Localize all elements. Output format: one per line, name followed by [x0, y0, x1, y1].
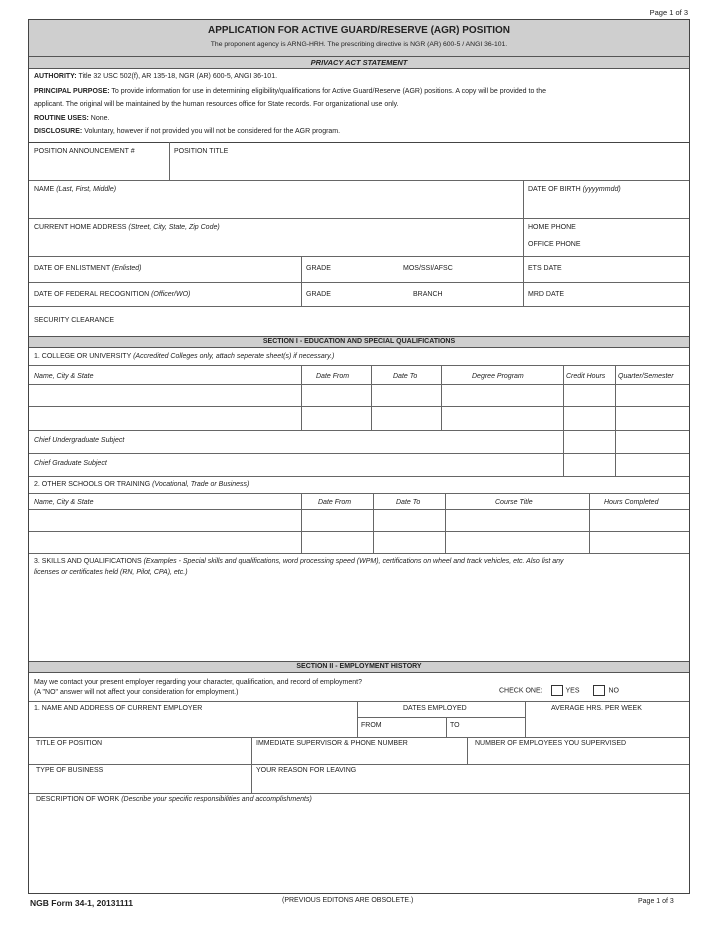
other-col-name: Name, City & State [34, 499, 94, 506]
contact-question: May we contact your present employer regarding your character, qualification, and record of employment? [34, 679, 363, 686]
description-hint: (Describe your specific responsibilities and accomplishments) [121, 796, 312, 803]
form-id: NGB Form 34-1, 20131111 [30, 898, 134, 908]
federal-recognition-field[interactable] [34, 291, 190, 298]
disclosure-line [34, 128, 340, 135]
name-label: NAME [34, 186, 55, 193]
college-label: 1. COLLEGE OR UNIVERSITY [34, 353, 132, 360]
college-col-name: Name, City & State [34, 373, 94, 380]
college-col-date-to: Date To [393, 373, 418, 380]
mos-field[interactable]: MOS/SSI/AFSC [403, 265, 453, 272]
check-one-label: CHECK ONE: [499, 687, 543, 695]
check-one-group [499, 685, 619, 696]
other-hint: (Vocational, Trade or Business) [152, 481, 250, 488]
grad-subject-field[interactable]: Chief Graduate Subject [34, 460, 107, 467]
other-col-date-to: Date To [396, 499, 421, 506]
position-title-field[interactable]: POSITION TITLE [174, 148, 229, 155]
avg-hours-field[interactable]: AVERAGE HRS. PER WEEK [551, 705, 642, 712]
contact-note: (A "NO" answer will not affect your consideration for employment.) [34, 689, 239, 696]
other-schools-heading [34, 481, 249, 488]
supervisor-field[interactable]: IMMEDIATE SUPERVISOR & PHONE NUMBER [256, 740, 408, 747]
enlistment-hint: (Enlisted) [111, 265, 142, 272]
purpose-line [34, 88, 546, 95]
page-number-bottom: Page 1 of 3 [638, 898, 674, 905]
routine-text: None. [90, 115, 110, 122]
college-row-2[interactable] [29, 407, 689, 429]
college-col-quarter: Quarter/Semester [618, 373, 674, 380]
disclosure-text: Voluntary, however if not provided you will not be considered for the AGR program. [84, 128, 341, 135]
reason-for-leaving-field[interactable]: YOUR REASON FOR LEAVING [256, 767, 357, 774]
other-col-hours: Hours Completed [604, 499, 659, 506]
dob-label: DATE OF BIRTH [528, 186, 581, 193]
undergrad-subject-field[interactable]: Chief Undergraduate Subject [34, 437, 125, 444]
disclosure-label: DISCLOSURE: [34, 128, 83, 135]
privacy-act-heading: PRIVACY ACT STATEMENT [29, 56, 689, 69]
college-heading [34, 353, 334, 360]
college-row-1[interactable] [29, 385, 689, 406]
routine-label: ROUTINE USES: [34, 115, 89, 122]
purpose-text-2: applicant. The original will be maintained by the human resources office for State records. For organizational use only. [34, 101, 399, 108]
college-col-credit-hours: Credit Hours [566, 373, 606, 380]
home-phone-field[interactable]: HOME PHONE [528, 224, 576, 231]
skills-hint-2: licenses or certificates held (RN, Pilot, CPA), etc.) [34, 569, 188, 576]
form-subtitle: The proponent agency is ARNG-HRH. The prescribing directive is NGR (AR) 600-5 / ANGI 36-101. [210, 41, 508, 48]
page-number-top: Page 1 of 3 [649, 8, 688, 17]
office-phone-field[interactable]: OFFICE PHONE [528, 241, 581, 248]
other-row-2[interactable] [29, 532, 689, 553]
address-hint: (Street, City, State, Zip Code) [128, 224, 220, 231]
num-employees-field[interactable]: NUMBER OF EMPLOYEES YOU SUPERVISED [475, 740, 627, 747]
description-label: DESCRIPTION OF WORK [36, 796, 120, 803]
to-field[interactable]: TO [450, 722, 460, 729]
skills-label: 3. SKILLS AND QUALIFICATIONS [34, 558, 142, 565]
branch-field[interactable]: BRANCH [413, 291, 443, 298]
other-row-1[interactable] [29, 510, 689, 531]
description-textarea[interactable] [29, 808, 689, 892]
skills-heading [34, 558, 564, 565]
position-announcement-field[interactable]: POSITION ANNOUNCEMENT # [34, 148, 135, 155]
college-col-degree: Degree Program [472, 373, 524, 380]
other-col-date-from: Date From [318, 499, 352, 506]
section-2-heading: SECTION II - EMPLOYMENT HISTORY [29, 661, 689, 673]
routine-line [34, 115, 109, 122]
grade-field[interactable]: GRADE [306, 265, 331, 272]
mrd-date-field[interactable]: MRD DATE [528, 291, 565, 298]
ets-date-field[interactable]: ETS DATE [528, 265, 562, 272]
yes-label: YES [565, 687, 580, 695]
security-clearance-field[interactable]: SECURITY CLEARANCE [34, 317, 115, 324]
obsolete-note: (PREVIOUS EDITONS ARE OBSOLETE.) [282, 897, 414, 904]
yes-checkbox[interactable] [551, 685, 563, 696]
college-col-date-from: Date From [316, 373, 350, 380]
form-title: APPLICATION FOR ACTIVE GUARD/RESERVE (AGR) POSITION [207, 25, 511, 36]
agr-application-form [28, 19, 690, 894]
authority-label: AUTHORITY: [34, 73, 77, 80]
name-field[interactable] [34, 186, 116, 193]
authority-text: Title 32 USC 502(f), AR 135-18, NGR (AR) 600-5, ANGI 36-101. [78, 73, 278, 80]
grade-2-field[interactable]: GRADE [306, 291, 331, 298]
name-hint: (Last, First, Middle) [56, 186, 117, 193]
no-checkbox[interactable] [593, 685, 605, 696]
enlistment-label: DATE OF ENLISTMENT [34, 265, 110, 272]
purpose-text: To provide information for use in determining eligibility/qualifications for Active Guard/Reserve (AGR) positions. A copy will be provided to the [111, 88, 547, 95]
purpose-label: PRINCIPAL PURPOSE: [34, 88, 110, 95]
type-of-business-field[interactable]: TYPE OF BUSINESS [36, 767, 104, 774]
no-label: NO [608, 687, 619, 695]
address-label: CURRENT HOME ADDRESS [34, 224, 127, 231]
current-employer-field[interactable]: 1. NAME AND ADDRESS OF CURRENT EMPLOYER [34, 705, 203, 712]
skills-hint: (Examples - Special skills and qualifications, word processing speed (WPM), certifications on wheel and track vehicles, etc. Also list any [143, 558, 564, 565]
college-hint: (Accredited Colleges only, attach seperate sheet(s) if necessary.) [133, 353, 335, 360]
description-of-work-heading [36, 796, 312, 803]
section-1-heading: SECTION I - EDUCATION AND SPECIAL QUALIFICATIONS [29, 336, 689, 348]
home-address-field[interactable] [34, 224, 220, 231]
other-label: 2. OTHER SCHOOLS OR TRAINING [34, 481, 151, 488]
fed-recog-label: DATE OF FEDERAL RECOGNITION [34, 291, 150, 298]
dob-field[interactable] [528, 186, 621, 193]
fed-recog-hint: (Officer/WO) [151, 291, 191, 298]
dates-employed-label: DATES EMPLOYED [403, 705, 467, 712]
other-col-course: Course Title [495, 499, 533, 506]
from-field[interactable]: FROM [361, 722, 382, 729]
skills-textarea[interactable] [29, 580, 689, 660]
authority-line [34, 73, 277, 80]
dob-hint: (yyyymmdd) [582, 186, 621, 193]
title-of-position-field[interactable]: TITLE OF POSITION [36, 740, 103, 747]
form-header [29, 20, 689, 57]
enlistment-date-field[interactable] [34, 265, 142, 272]
